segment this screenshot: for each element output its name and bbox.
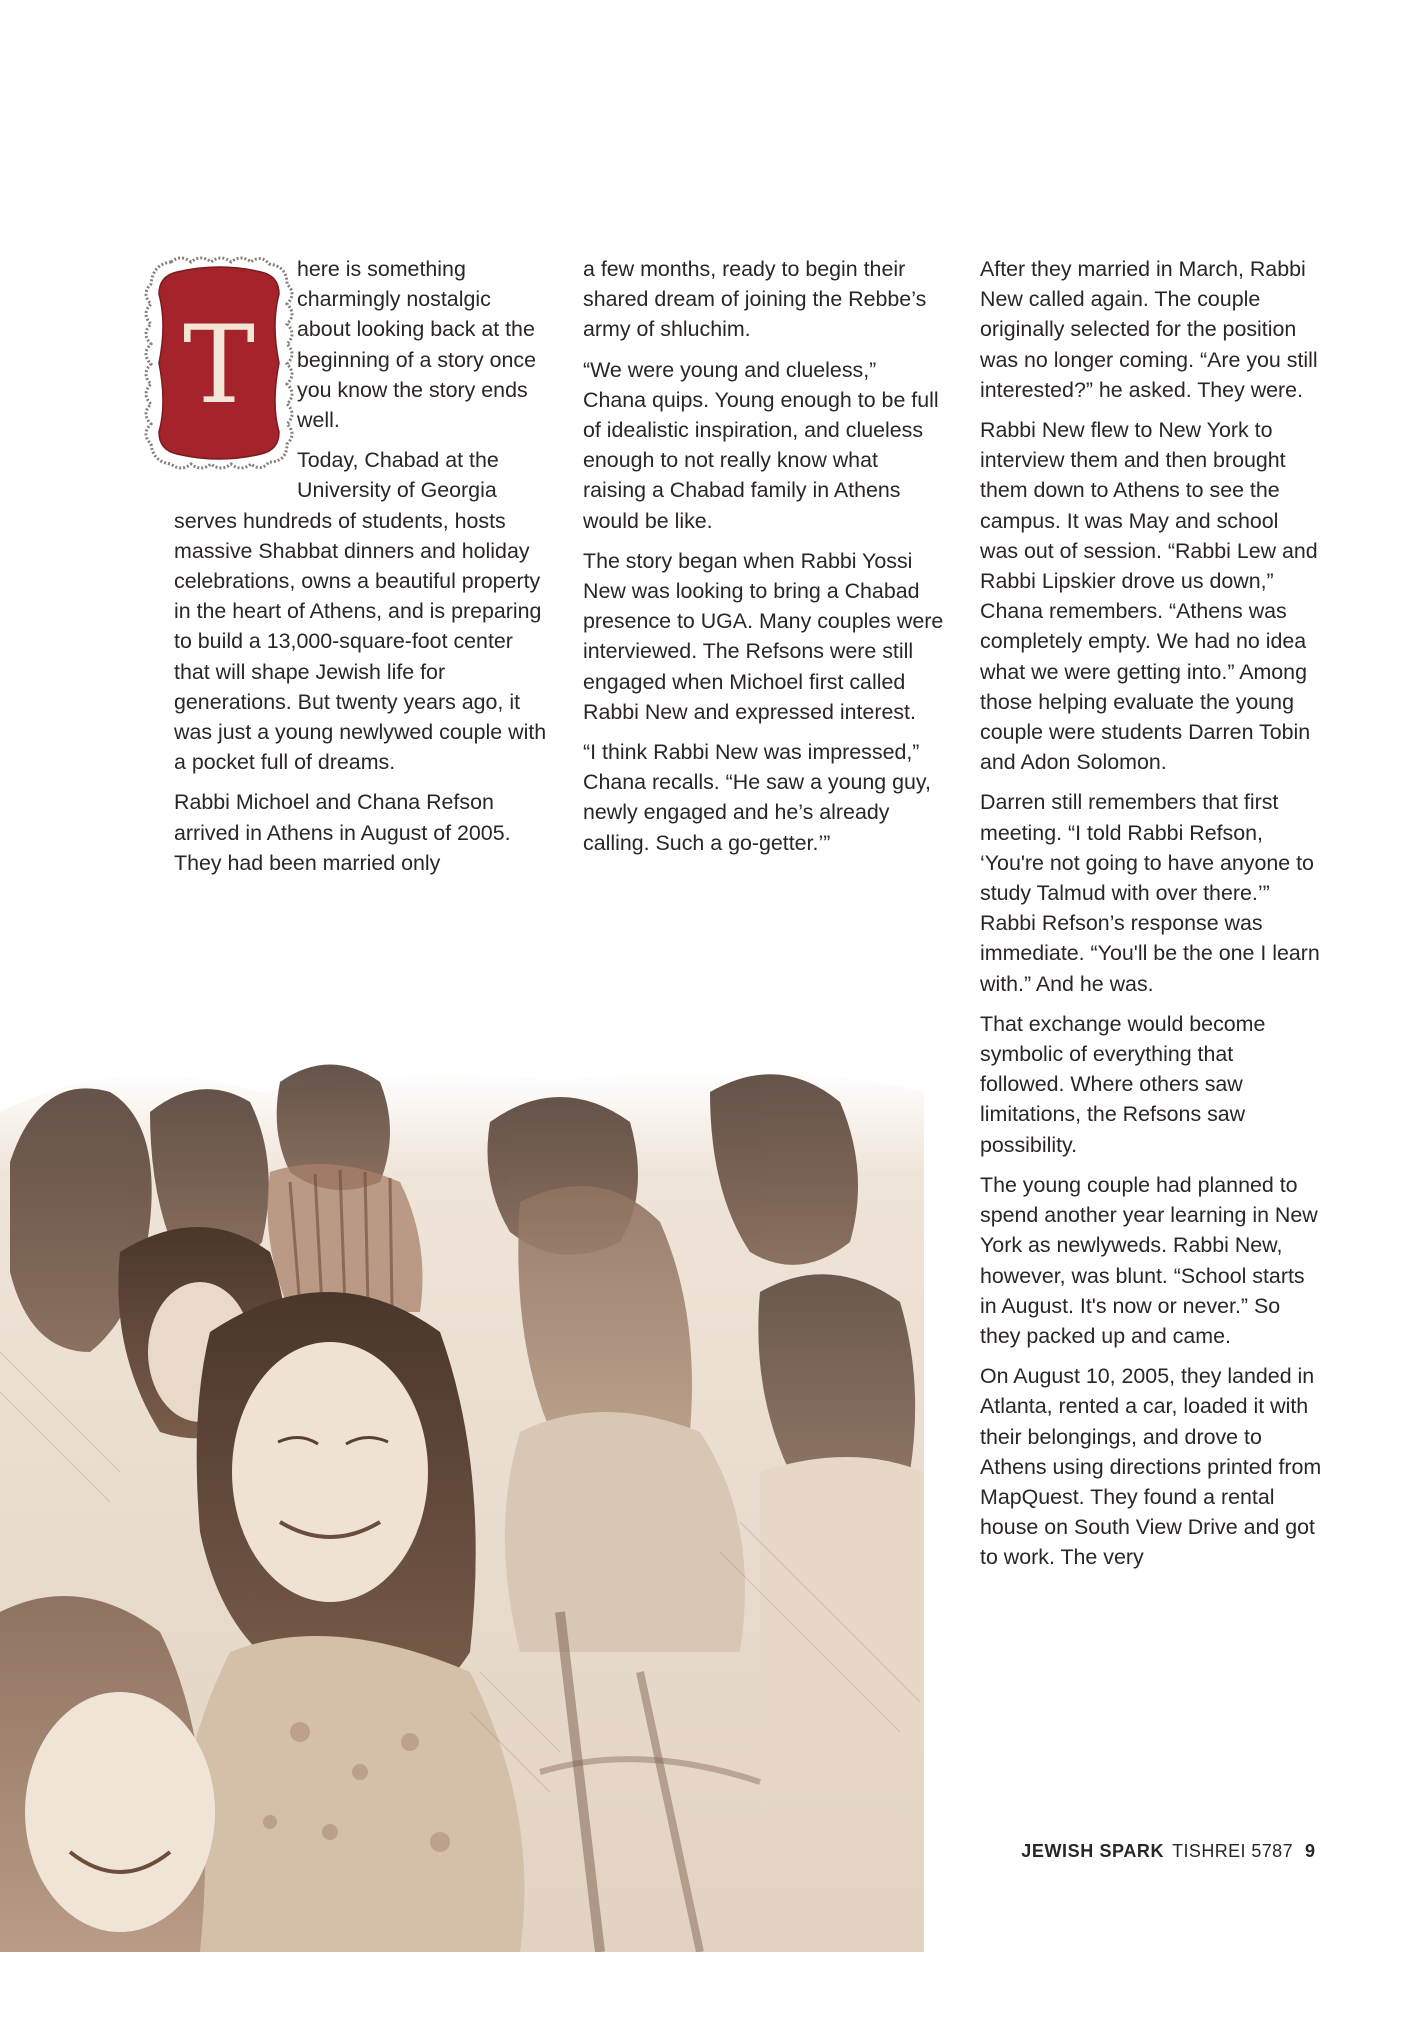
page-number: 9	[1304, 1841, 1315, 1861]
students-illustration	[0, 1052, 924, 1952]
body-paragraph: After they married in March, Rabbi New called again. The couple originally selected for the position was no longer coming. “Are you still interested?” he asked. They were.	[980, 257, 1318, 402]
body-paragraph: “We were young and clueless,” Chana quips. Young enough to be full of idealistic inspiration, and clueless enough to not really know what raising a Chabad family in Athens would be like.	[583, 357, 939, 533]
article-column-3	[980, 254, 1322, 1583]
body-paragraph: a few months, ready to begin their shared dream of joining the Rebbe’s army of shluchim.	[583, 257, 927, 342]
magazine-name: JEWISH SPARK	[1021, 1841, 1165, 1861]
body-paragraph: Darren still remembers that first meeting. “I told Rabbi Refson, ‘You're not going to have anyone to study Talmud with over there.’” Rabbi Refson’s response was immediate. “You'll be the one I learn with.” And he was.	[980, 790, 1320, 996]
body-paragraph: Today, Chabad at the University of Georgia serves hundreds of students, hosts massive Shabbat dinners and holiday celebrations, owns a beautiful property in the heart of Athens, and is preparing to build a 13,000-square-foot center that will shape Jewish life for generations. But twenty years ago, it was just a young newlywed couple with a pocket full of dreams.	[174, 448, 547, 775]
lead-paragraph: here is something charmingly nostalgic about looking back at the beginning of a story once you know the story ends well.	[297, 257, 537, 433]
drop-cap	[141, 254, 297, 472]
students-drawing	[0, 1052, 924, 1952]
page-footer	[1021, 1840, 1315, 1862]
body-paragraph: “I think Rabbi New was impressed,” Chana recalls. “He saw a young guy, newly engaged and he’s already calling. Such a go-getter.’”	[583, 740, 931, 855]
body-paragraph: The young couple had planned to spend another year learning in New York as newlyweds. Rabbi New, however, was blunt. “School starts in August. It's now or never.” So they packed up and came.	[980, 1172, 1318, 1348]
body-paragraph: The story began when Rabbi Yossi New was looking to bring a Chabad presence to UGA. Many couples were interviewed. The Refsons were still engaged when Michoel first called Rabbi New and expressed interest.	[583, 548, 944, 724]
article-column-2	[583, 254, 945, 868]
body-paragraph: Rabbi New flew to New York to interview them and then brought them down to Athens to see the campus. It was May and school was out of session. “Rabbi Lew and Rabbi Lipskier drove us down,” Chana remembers. “Athens was completely empty. We had no idea what we were getting into.” Among those helping evaluate the young couple were students Darren Tobin and Adon Solomon.	[980, 418, 1318, 775]
drop-cap-letter: T	[182, 302, 256, 428]
body-paragraph: Rabbi Michoel and Chana Refson arrived in Athens in August of 2005. They had been married only	[174, 790, 511, 875]
article-column-1	[174, 254, 550, 888]
body-paragraph: That exchange would become symbolic of everything that followed. Where others saw limitations, the Refsons saw possibility.	[980, 1011, 1266, 1157]
issue-label: TISHREI 5787	[1172, 1841, 1293, 1861]
body-paragraph: On August 10, 2005, they landed in Atlanta, rented a car, loaded it with their belongings, and drove to Athens using directions printed from MapQuest. They found a rental house on South View Drive and got to work. The very	[980, 1364, 1322, 1570]
